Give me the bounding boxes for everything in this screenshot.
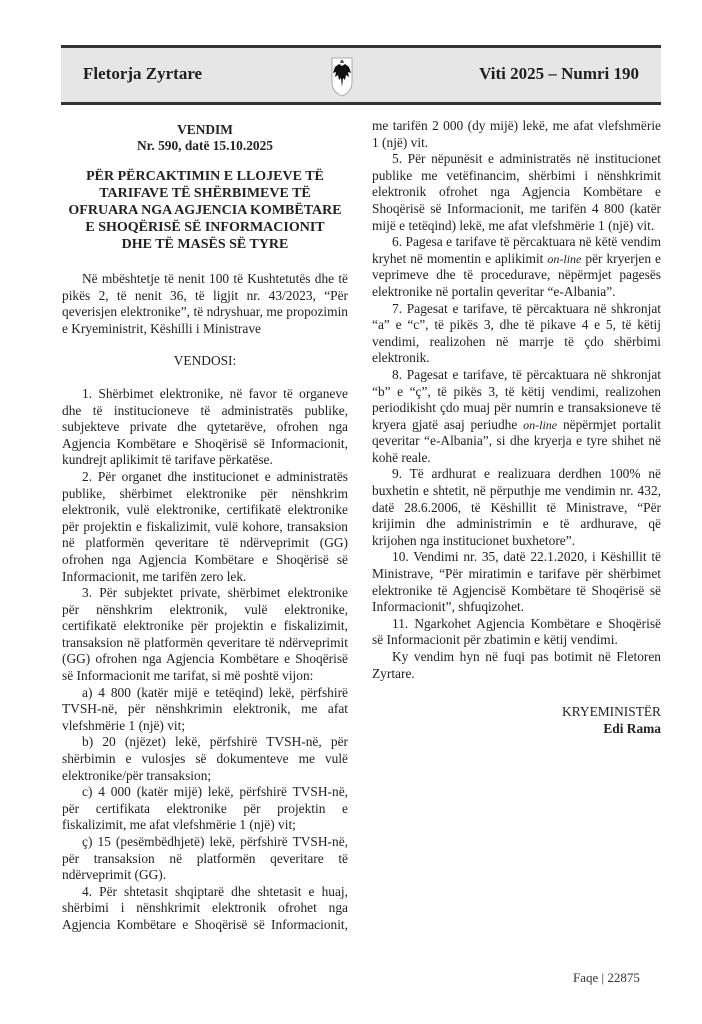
point-2: 2. Për organet dhe institucionet e administratës publike, shërbimet elektronike për nënshkrim elektronik, vulë elektronike, certifikatë elektronike për projektin e fiskalizimit, vulë kohore, transaksion në platformën qeveritare të ndërveprimit (GG) ofrohen nga Agjencia Kombëtare e Shoqërisë së Informacionit, me tarifën zero lek. [62, 468, 348, 584]
issue-number: Viti 2025 – Numri 190 [479, 64, 639, 83]
title-line: DHE TË MASËS SË TYRE [121, 237, 289, 252]
preamble: Në mbështetje të nenit 100 të Kushtetutës dhe të pikës 2, të nenit 36, të ligjit nr. 43/2023, “Për qeverisjen elektronike”, të ndryshuar, me propozimin e Kryeministrit, Këshilli i Ministrave [62, 271, 348, 336]
title-line: TARIFAVE TË SHËRBIMEVE TË [99, 186, 311, 201]
point-3c: c) 4 000 (katër mijë) lekë, përfshirë TVSH-në, për certifikata elektronike për projektin e fiskalizimit, me afat vlefshmërie 1 (një) vit; [62, 784, 348, 833]
vendosi-heading: VENDOSI: [173, 353, 237, 369]
title-line: PËR PËRCAKTIMIN E LLOJEVE TË [86, 169, 324, 184]
signatory-name: Edi Rama [603, 720, 661, 736]
signatory-role: KRYEMINISTËR [562, 704, 661, 720]
point-3b: b) 20 (njëzet) lekë, përfshirë TVSH-në, për shërbimin e vulosjes së dokumenteve me vulë elektronike/për transaksion; [62, 734, 348, 783]
point-3: 3. Për subjektet private, shërbimet elektronike për nënshkrim elektronik, vulë elektronike, certifikatë elektronike për projektin e fiskalizimit, transaksion në platformën qeveritare të ndërveprimit (GG) ofrohen nga Agjencia Kombëtare e Shoqërisë së Informacionit me tarifat, si më poshtë vijon: [62, 585, 348, 684]
point-4-part2: me tarifën 2 000 (dy mijë) lekë, me afat vlefshmërie 1 (një) vit. [372, 118, 661, 150]
left-column [62, 118, 348, 934]
point-4-part1: 4. Për shtetasit shqiptarë dhe shtetasit e huaj, shërbimi i nënshkrimit elektronik ofrohet nga Agjencia Kombëtare e Shoqërisë së Informacionit, [62, 883, 348, 932]
point-5: 5. Për nëpunësit e administratës në institucionet publike me vetëfinancim, shërbimi i nënshkrimit elektronik ofrohet nga Agjencia Kombëtare e Shoqërisë së Informacionit, me tarifën 4 800 (katër mijë e tetëqind) lekë, me afat vlefshmërie 1 (një) vit. [372, 151, 661, 233]
entry-into-force: Ky vendim hyn në fuqi pas botimit në Fletoren Zyrtare. [372, 649, 661, 681]
point-11: 11. Ngarkohet Agjencia Kombëtare e Shoqërisë së Informacionit për zbatimin e këtij vendimi. [372, 615, 661, 648]
point-3c-cedilla: ç) 15 (pesëmbëdhjetë) lekë, përfshirë TVSH-në, për transaksion në platformën qeveritare të ndërveprimit (GG). [62, 834, 348, 883]
point-6: 6. Pagesa e tarifave të përcaktuara në këtë vendim kryhet në momentin e aplikimit on-line për kryerjen e veprimeve dhe të procedurave, nëpërmjet pagesës elektronike në portalin qeveritar “e-Albania”. [372, 234, 662, 299]
albanian-coat-of-arms-icon [330, 54, 354, 98]
point-10: 10. Vendimi nr. 35, datë 22.1.2020, i Këshillit të Ministrave, “Për miratimin e tarifave për shërbimet elektronike të Agjencisë Kombëtare të Shoqërisë së Informacionit”, shfuqizohet. [372, 549, 661, 615]
title-line: OFRUARA NGA AGJENCIA KOMBËTARE [68, 203, 342, 218]
gazette-header [61, 45, 661, 105]
decision-title [62, 168, 348, 253]
decision-number-date: Nr. 590, datë 15.10.2025 [136, 138, 273, 153]
point-3a: a) 4 800 (katër mijë e tetëqind) lekë, përfshirë TVSH-në, për nënshkrimin elektronik, me afat vlefshmërie 1 (një) vit; [62, 684, 348, 733]
right-column [372, 118, 661, 737]
signature-block [372, 704, 661, 737]
online-term: on-line [523, 417, 558, 432]
page-number: Faqe | 22875 [573, 970, 640, 985]
point-7: 7. Pagesat e tarifave, të përcaktuara në shkronjat “a” e “c”, të pikës 3, dhe të pikave 4 e 5, të këtij vendimi, realizohen në marrje të çdo shërbimi elektronik. [372, 300, 661, 366]
decision-type: VENDIM [177, 122, 233, 137]
online-term: on-line [547, 251, 582, 266]
point-1: 1. Shërbimet elektronike, në favor të organeve dhe të institucioneve të administratës publike, subjekteve private dhe qytetarëve, ofrohen nga Agjencia Kombëtare e Shoqërisë së Informacionit, kundrejt aplikimit të tarifave përkatëse. [62, 385, 348, 468]
point-8: 8. Pagesat e tarifave, të përcaktuara në shkronjat “b” e “ç”, të pikës 3, të këtij vendimi, realizohen periodikisht çdo muaj për numrin e transaksioneve të kryera gjatë asaj periudhe on-line nëpërmjet portalit qeveritar “e-Albania”, si dhe kryerja e tyre shihet në kohë reale. [372, 366, 661, 465]
title-line: E SHOQËRISË SË INFORMACIONIT [85, 220, 325, 235]
publication-title: Fletorja Zyrtare [83, 64, 203, 83]
point-9: 9. Të ardhurat e realizuara derdhen 100% në buxhetin e shtetit, në përputhje me vendimin nr. 432, datë 28.6.2006, të Këshillit të Ministrave, “Për krijimin dhe administrimin e të ardhurave, që krijohen nga institucionet buxhetore”. [372, 466, 661, 548]
